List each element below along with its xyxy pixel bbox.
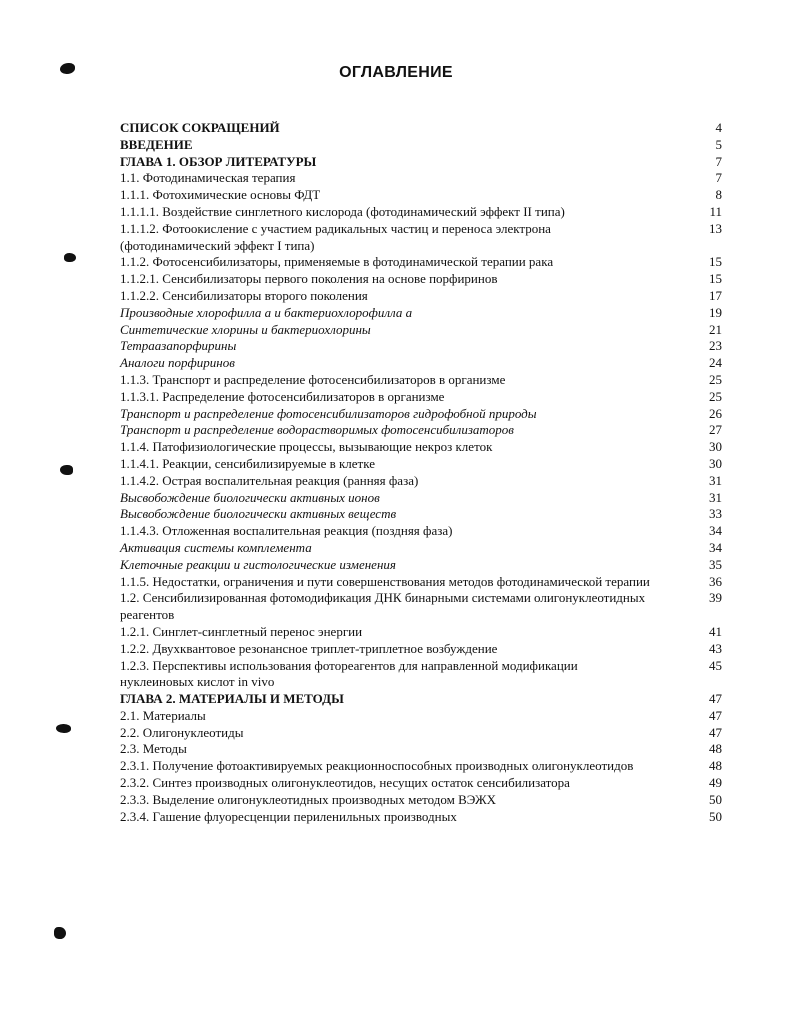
toc-entry-title: ГЛАВА 2. МАТЕРИАЛЫ И МЕТОДЫ (120, 691, 344, 707)
toc-entry (120, 170, 722, 187)
toc-entry (120, 658, 722, 692)
toc-entry-page-number: 26 (709, 405, 722, 421)
toc-entry-title: 2.3. Методы (120, 741, 187, 757)
toc-entry-title: 2.3.2. Синтез производных олигонуклеотидов, несущих остаток сенсибилизатора (120, 775, 570, 791)
toc-entry (120, 372, 722, 389)
toc-entry-page-number: 27 (709, 422, 722, 438)
toc-entry (120, 120, 722, 137)
toc-entry-title: Высвобождение биологически активных веществ (120, 506, 397, 522)
toc-entry-title: Синтетические хлорины и бактериохлорины (120, 321, 371, 337)
toc-entry-page-number: 24 (709, 355, 722, 371)
toc-entry-title: 1.1.4. Патофизиологические процессы, вызывающие некроз клеток (120, 439, 493, 455)
toc-entry-page-number: 48 (709, 758, 722, 774)
toc-entry-page-number: 30 (709, 455, 722, 471)
toc-entry-title: 1.1.3.1. Распределение фотосенсибилизаторов в организме (120, 388, 445, 404)
toc-entry-title: 2.2. Олигонуклеотиды (120, 724, 244, 740)
toc-entry-page-number: 50 (709, 791, 722, 807)
toc-entry-title: Аналоги порфиринов (120, 355, 235, 371)
toc-entry-page-number: 13 (709, 220, 722, 236)
toc-entry-title: Транспорт и распределение фотосенсибилизаторов гидрофобной природы (120, 405, 537, 421)
toc-entry-page-number: 47 (709, 707, 722, 723)
toc-entry-title: 2.3.1. Получение фотоактивируемых реакционноспособных производных олигонуклеотидов (120, 758, 634, 774)
toc-entry-page-number: 47 (709, 724, 722, 740)
toc-entry-title: 1.1.1. Фотохимические основы ФДТ (120, 187, 321, 203)
toc-entry-page-number: 35 (709, 556, 722, 572)
toc-entry-page-number: 7 (715, 153, 722, 169)
toc-entry (120, 506, 722, 523)
toc-entry-page-number: 34 (709, 523, 722, 539)
toc-entry-page-number: 21 (709, 321, 722, 337)
toc-entry-title: 1.1.3. Транспорт и распределение фотосенсибилизаторов в организме (120, 371, 506, 387)
toc-entry-page-number: 17 (709, 287, 722, 303)
toc-entry (120, 406, 722, 423)
toc-entry-title: 1.1.5. Недостатки, ограничения и пути совершенствования методов фотодинамической терапии (120, 573, 650, 589)
toc-entry-title: 1.1. Фотодинамическая терапия (120, 170, 296, 186)
toc-entry-title: 1.2.3. Перспективы использования фотореагентов для направленной модификации нуклеиновых кислот in vivo (120, 657, 578, 690)
toc-entry (120, 338, 722, 355)
toc-entry (120, 154, 722, 171)
toc-entry-page-number: 23 (709, 338, 722, 354)
toc-entry-page-number: 5 (715, 136, 722, 152)
toc-entry-title: ГЛАВА 1. ОБЗОР ЛИТЕРАТУРЫ (120, 153, 317, 169)
toc-entry-title: 1.1.1.2. Фотоокисление с участием радикальных частиц и переноса электрона (фотодинамический эффект I типа) (120, 220, 551, 253)
toc-entry-page-number: 31 (709, 489, 722, 505)
toc-entry (120, 456, 722, 473)
toc-entry-title: Тетраазапорфирины (120, 338, 237, 354)
ink-blot (56, 724, 71, 733)
toc-entry (120, 641, 722, 658)
toc-entry-title: Клеточные реакции и гистологические изменения (120, 556, 396, 572)
ink-blot (64, 253, 76, 262)
toc-entry-page-number: 34 (709, 539, 722, 555)
toc-entry (120, 725, 722, 742)
toc-entry (120, 708, 722, 725)
toc-entry (120, 187, 722, 204)
toc-entry-title: Активация системы комплемента (120, 539, 312, 555)
toc-entry-page-number: 31 (709, 472, 722, 488)
page-title: ОГЛАВЛЕНИЕ (339, 64, 453, 81)
toc-entry (120, 775, 722, 792)
toc-entry (120, 540, 722, 557)
toc-entry (120, 322, 722, 339)
toc-entry-page-number: 36 (709, 573, 722, 589)
toc-entry-page-number: 50 (709, 808, 722, 824)
toc-entry (120, 288, 722, 305)
toc-entry (120, 422, 722, 439)
toc-entry-page-number: 48 (709, 741, 722, 757)
toc-entry-title: 1.1.4.1. Реакции, сенсибилизируемые в клетке (120, 455, 375, 471)
toc-entry (120, 221, 722, 255)
toc-entry (120, 271, 722, 288)
toc-entry (120, 254, 722, 271)
toc-entry (120, 204, 722, 221)
toc-entry-page-number: 11 (709, 203, 722, 219)
toc-entry (120, 574, 722, 591)
toc-entry-title: 1.1.2.2. Сенсибилизаторы второго поколения (120, 287, 368, 303)
toc-entry-page-number: 7 (715, 170, 722, 186)
toc-entry (120, 389, 722, 406)
toc-entry (120, 490, 722, 507)
toc-entry-page-number: 15 (709, 254, 722, 270)
toc-entry-title: 2.3.4. Гашение флуоресценции периленильных производных (120, 808, 457, 824)
toc-entry-page-number: 8 (715, 187, 722, 203)
toc-entry-page-number: 15 (709, 271, 722, 287)
toc-entry-title: 1.1.1.1. Воздействие синглетного кислорода (фотодинамический эффект II типа) (120, 203, 565, 219)
toc-entry-page-number: 25 (709, 371, 722, 387)
toc-entry-page-number: 47 (709, 691, 722, 707)
toc-entry (120, 305, 722, 322)
toc-entry (120, 691, 722, 708)
table-of-contents (120, 120, 722, 825)
toc-entry (120, 523, 722, 540)
toc-entry-page-number: 25 (709, 388, 722, 404)
toc-entry-title: 1.1.4.2. Острая воспалительная реакция (ранняя фаза) (120, 472, 419, 488)
toc-entry (120, 809, 722, 826)
toc-entry (120, 439, 722, 456)
toc-entry (120, 792, 722, 809)
toc-entry-title: ВВЕДЕНИЕ (120, 136, 193, 152)
toc-entry (120, 758, 722, 775)
toc-entry-title: СПИСОК СОКРАЩЕНИЙ (120, 120, 280, 135)
toc-entry-title: Высвобождение биологически активных ионов (120, 489, 380, 505)
toc-entry-page-number: 49 (709, 775, 722, 791)
toc-entry-page-number: 45 (709, 657, 722, 673)
ink-blot (60, 465, 73, 475)
toc-entry-page-number: 4 (715, 120, 722, 135)
toc-entry-title: Производные хлорофилла а и бактериохлорофилла а (120, 304, 413, 320)
ink-blot (54, 927, 66, 939)
toc-entry-page-number: 43 (709, 640, 722, 656)
toc-entry (120, 741, 722, 758)
toc-entry (120, 557, 722, 574)
toc-entry (120, 590, 722, 624)
toc-entry-title: 2.1. Материалы (120, 707, 206, 723)
toc-entry-title: 1.2.1. Синглет-синглетный перенос энергии (120, 623, 363, 639)
toc-entry-title: 1.1.2.1. Сенсибилизаторы первого поколения на основе порфиринов (120, 271, 498, 287)
toc-entry (120, 355, 722, 372)
toc-entry-page-number: 39 (709, 590, 722, 606)
toc-entry-title: 1.2. Сенсибилизированная фотомодификация ДНК бинарными системами олигонуклеотидных реагентов (120, 590, 646, 623)
toc-entry (120, 473, 722, 490)
toc-entry (120, 624, 722, 641)
toc-entry-page-number: 19 (709, 304, 722, 320)
toc-entry-title: Транспорт и распределение водорастворимых фотосенсибилизаторов (120, 422, 514, 438)
toc-entry-title: 2.3.3. Выделение олигонуклеотидных производных методом ВЭЖХ (120, 791, 497, 807)
toc-entry-page-number: 41 (709, 623, 722, 639)
toc-entry (120, 137, 722, 154)
toc-entry-title: 1.2.2. Двухквантовое резонансное триплет-триплетное возбуждение (120, 640, 498, 656)
toc-entry-title: 1.1.4.3. Отложенная воспалительная реакция (поздняя фаза) (120, 523, 453, 539)
toc-entry-title: 1.1.2. Фотосенсибилизаторы, применяемые в фотодинамической терапии рака (120, 254, 554, 270)
toc-entry-page-number: 33 (709, 506, 722, 522)
toc-entry-page-number: 30 (709, 439, 722, 455)
